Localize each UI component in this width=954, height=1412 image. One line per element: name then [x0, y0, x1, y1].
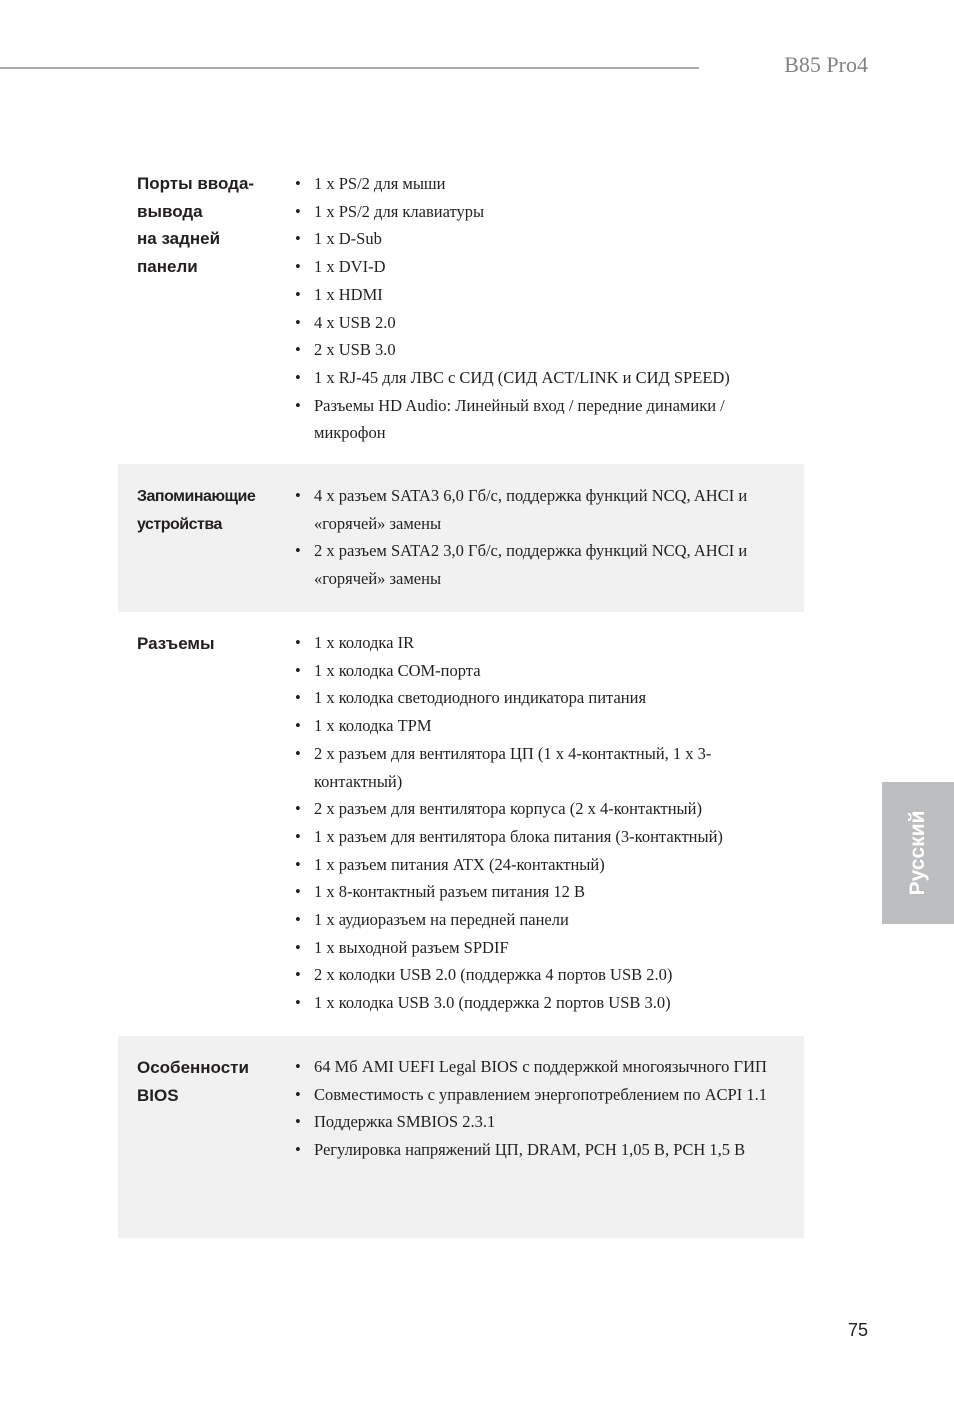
spec-list — [295, 482, 795, 593]
list-item: • 1 x колодка USB 3.0 (поддержка 2 портов USB 3.0) — [295, 989, 795, 1017]
list-item: • 1 x DVI-D — [295, 253, 795, 281]
list-item: • 1 x выходной разъем SPDIF — [295, 934, 795, 962]
section-label: Порты ввода- вывода на задней панели — [137, 174, 255, 277]
list-item: • 1 x RJ-45 для ЛВС с СИД (СИД ACT/LINK и СИД SPEED) — [295, 364, 795, 392]
spec-list — [295, 629, 795, 1017]
section-label: Разъемы — [137, 634, 215, 653]
list-item: • 1 x аудиоразъем на передней панели — [295, 906, 795, 934]
list-item: • Разъемы HD Audio: Линейный вход / передние динамики / микрофон — [295, 392, 795, 447]
section-label: Особенности BIOS — [137, 1058, 249, 1105]
list-item: • 1 x PS/2 для мыши — [295, 170, 795, 198]
list-item: • 2 x разъем для вентилятора корпуса (2 x 4-контактный) — [295, 795, 795, 823]
list-item: • 1 x 8-контактный разъем питания 12 В — [295, 878, 795, 906]
language-tab — [882, 782, 954, 924]
section-connectors — [118, 612, 804, 1036]
list-item: • Совместимость с управлением энергопотреблением по ACPI 1.1 — [295, 1081, 795, 1109]
header-rule — [0, 67, 699, 69]
list-item: • 1 x разъем питания ATX (24-контактный) — [295, 851, 795, 879]
list-item: • 1 x колодка светодиодного индикатора питания — [295, 684, 795, 712]
list-item: • Регулировка напряжений ЦП, DRAM, PCH 1,05 В, PCH 1,5 В — [295, 1136, 795, 1164]
list-item: • 64 Мб AMI UEFI Legal BIOS с поддержкой многоязычного ГИП — [295, 1053, 795, 1081]
list-item: • 1 x D-Sub — [295, 225, 795, 253]
section-rear-io — [118, 160, 804, 460]
model-name: B85 Pro4 — [784, 52, 868, 77]
list-item: • 4 x USB 2.0 — [295, 309, 795, 337]
spec-list — [295, 170, 795, 447]
list-item: • 2 x USB 3.0 — [295, 336, 795, 364]
section-label: Запоминающие устройства — [137, 488, 256, 533]
spec-list — [295, 1053, 795, 1164]
language-label: Русский — [906, 810, 929, 896]
list-item: • 2 x разъем SATA2 3,0 Гб/с, поддержка функций NCQ, AHCI и «горячей» замены — [295, 537, 795, 592]
section-bios — [118, 1036, 804, 1238]
list-item: • 2 x разъем для вентилятора ЦП (1 x 4-контактный, 1 x 3-контактный) — [295, 740, 795, 795]
list-item: • 1 x разъем для вентилятора блока питания (3-контактный) — [295, 823, 795, 851]
list-item: • 1 x колодка TPM — [295, 712, 795, 740]
page-number: 75 — [847, 1320, 868, 1340]
list-item: • 1 x колодка IR — [295, 629, 795, 657]
list-item: • 4 x разъем SATA3 6,0 Гб/с, поддержка функций NCQ, AHCI и «горячей» замены — [295, 482, 795, 537]
list-item: • 1 x колодка COM-порта — [295, 657, 795, 685]
list-item: • 2 x колодки USB 2.0 (поддержка 4 портов USB 2.0) — [295, 961, 795, 989]
section-storage — [118, 464, 804, 612]
list-item: • 1 x PS/2 для клавиатуры — [295, 198, 795, 226]
list-item: • Поддержка SMBIOS 2.3.1 — [295, 1108, 795, 1136]
list-item: • 1 x HDMI — [295, 281, 795, 309]
